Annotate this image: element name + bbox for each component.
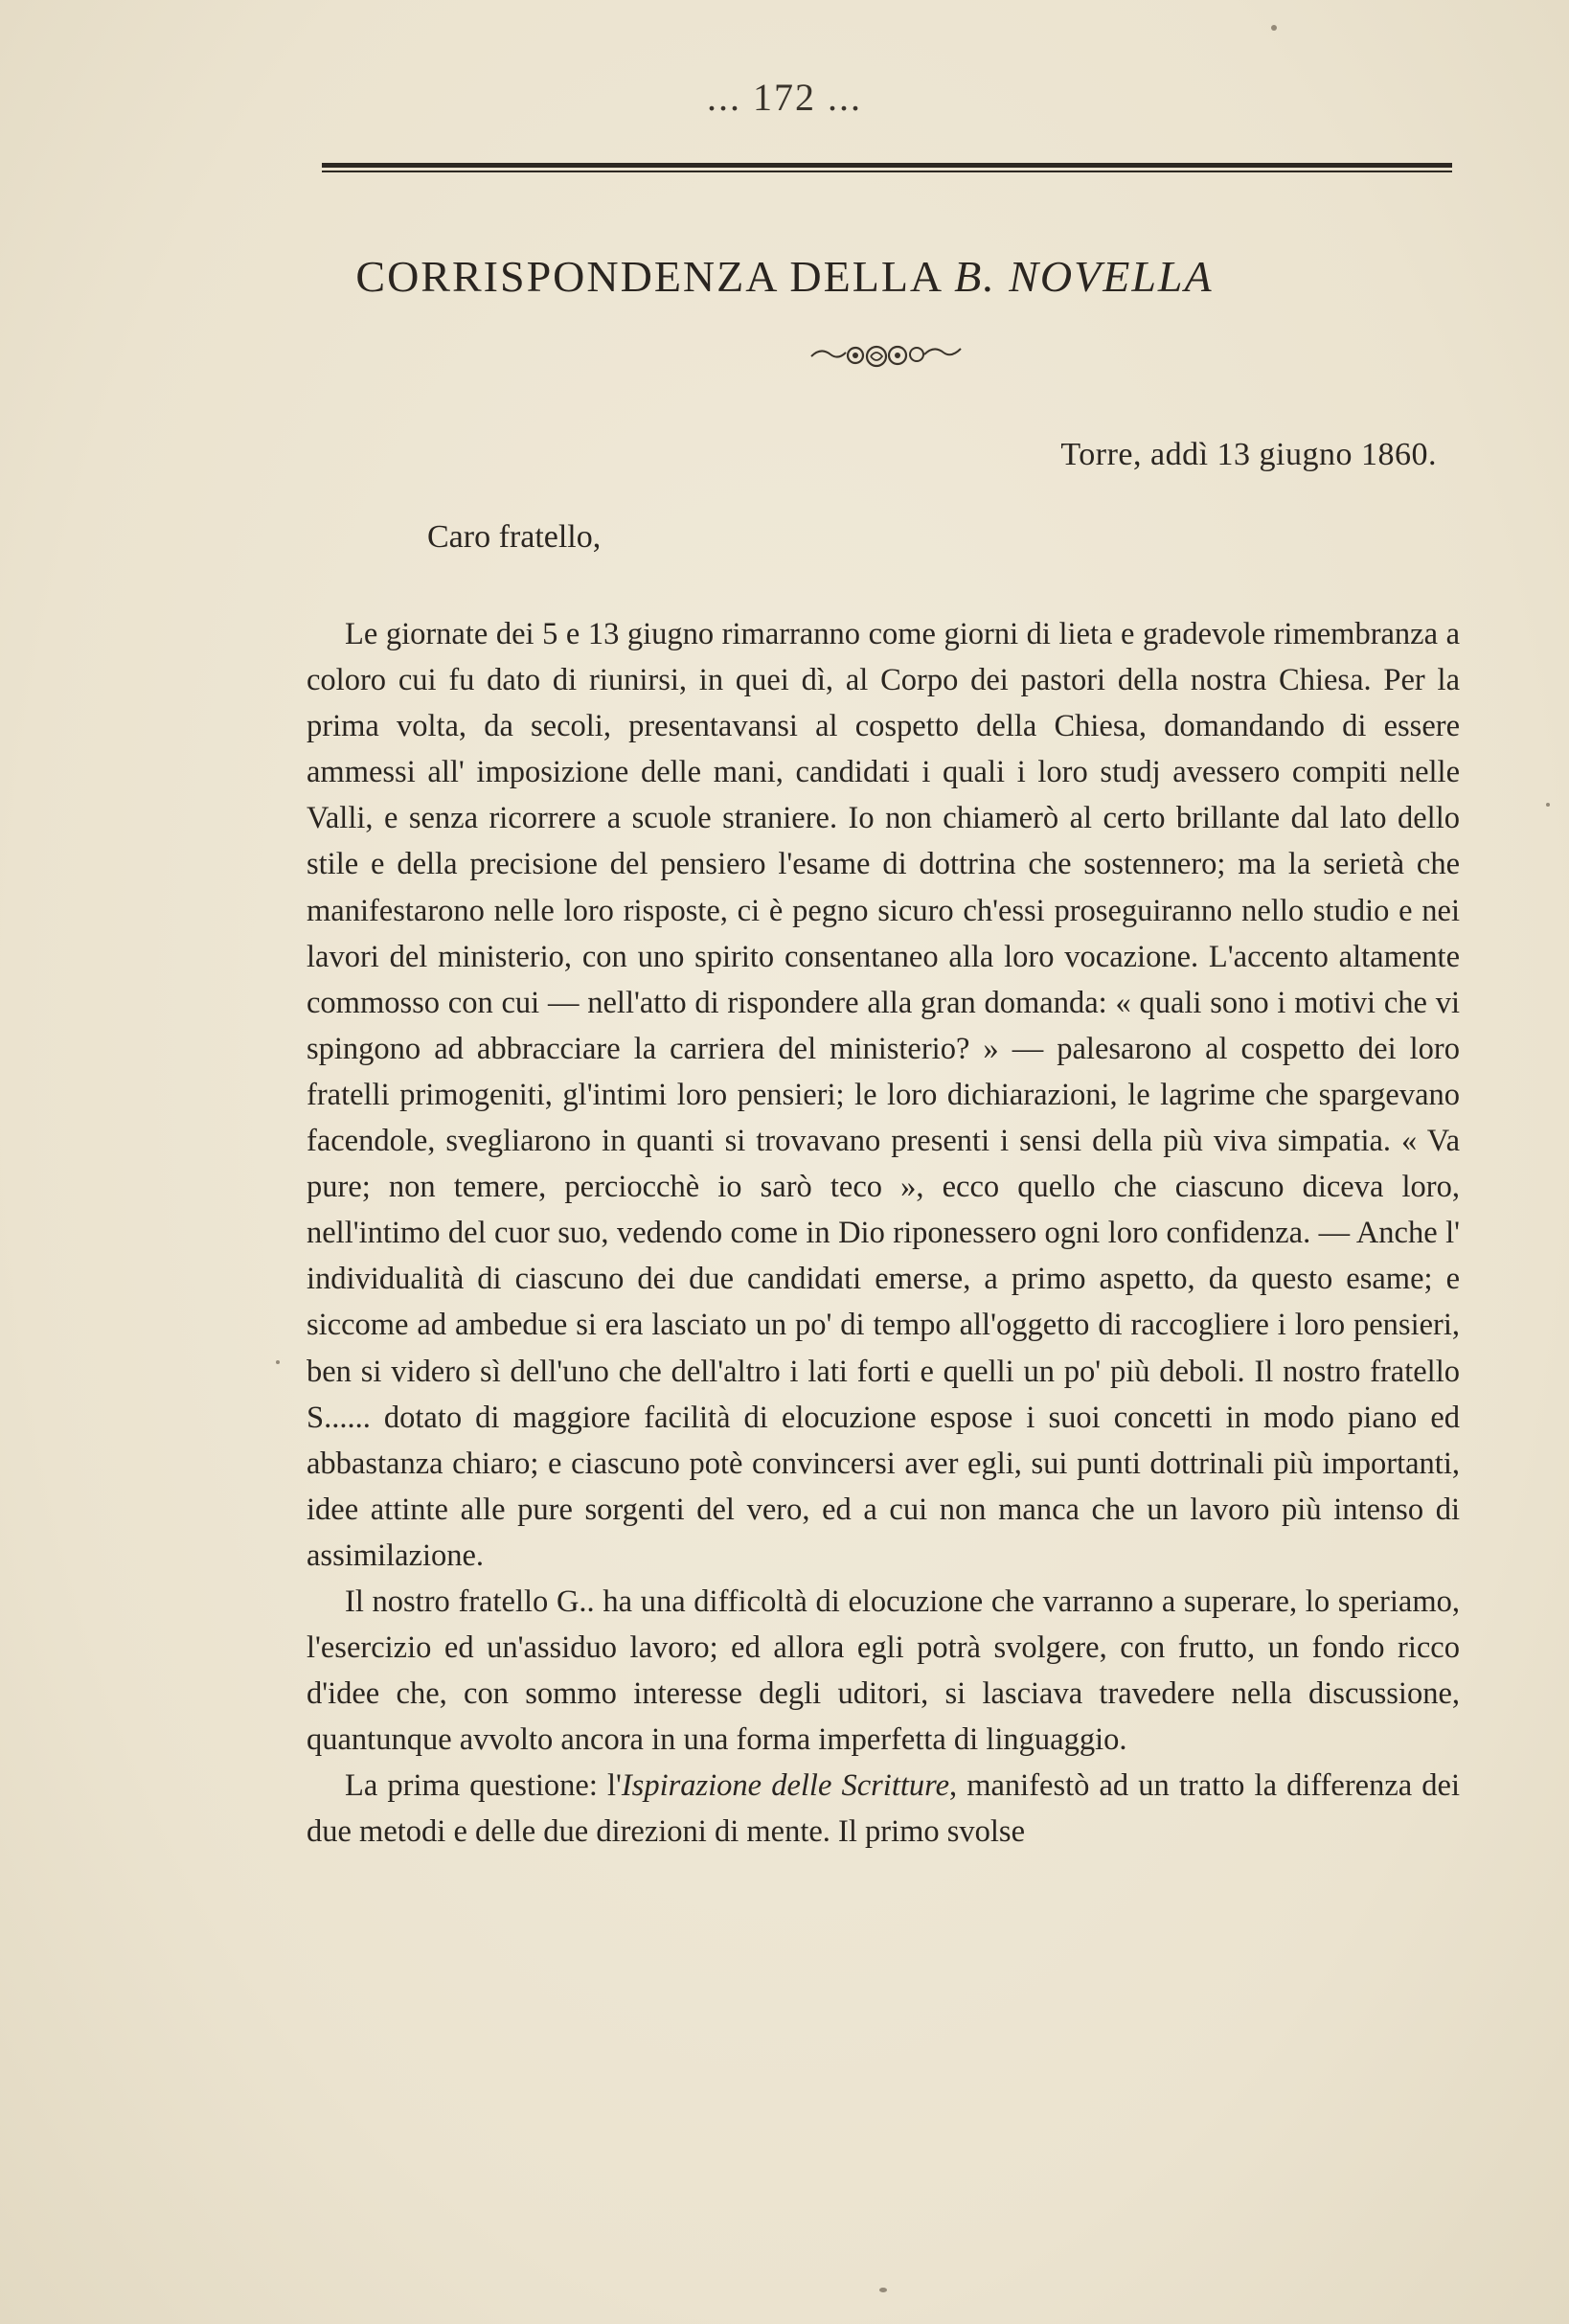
section-heading bbox=[0, 251, 1569, 302]
paragraph-2: Il nostro fratello G.. ha una difficoltà di elocuzione che varranno a superare, lo speriamo, l'esercizio ed un'assiduo lavoro; ed allora egli potrà svolgere, con frutto, un fondo ricco d'idee che, con sommo interesse degli uditori, si lasciava travedere nella discussione, quantunque avvolto ancora in una forma imperfetta di linguaggio. bbox=[307, 1584, 1460, 1758]
paper-speck bbox=[1546, 803, 1550, 807]
paper-speck bbox=[276, 1360, 280, 1364]
paper-speck bbox=[1271, 25, 1277, 31]
letter-dateline: Torre, addì 13 giugno 1860. bbox=[1060, 437, 1437, 472]
paragraph-3-pre: La prima questione: l' bbox=[345, 1768, 622, 1804]
paragraph-3-post: , manifestò ad un tratto la differenza dei due metodi e delle due direzioni di mente. Il primo svolse bbox=[307, 1768, 1460, 1850]
header-rule-thick bbox=[322, 163, 1452, 168]
section-heading-plain: CORRISPONDENZA DELLA bbox=[355, 252, 955, 301]
paragraph-1: Le giornate dei 5 e 13 giugno rimarranno come giorni di lieta e gradevole rimembranza a coloro cui fu dato di riunirsi, in quei dì, al Corpo dei pastori della nostra Chiesa. Per la prima volta, da secoli, presentavansi al cospetto della Chiesa, domandando di essere ammessi all' imposizione delle mani, candidati i quali i loro studj avessero compiti nelle Valli, e senza ricorrere a scuole straniere. Io non chiamerò al certo brillante dal lato dello stile e della precisione del pensiero l'esame di dottrina che sostennero; ma la serietà che manifestarono nelle loro risposte, ci è pegno sicuro ch'essi proseguiranno nello studio e nei lavori del ministerio, con uno spirito consentaneo alla loro vocazione. L'accento altamente commosso con cui — nell'atto di rispondere alla gran domanda: « quali sono i motivi che vi spingono ad abbracciare la carriera del ministerio? » — palesarono al cospetto dei loro fratelli primogeniti, gl'intimi loro pensieri; le loro dichiarazioni, le lagrime che spargevano facendole, svegliarono in quanti si trovavano presenti i sensi della più viva simpatia. « Va pure; non temere, perciocchè io sarò teco », ecco quello che ciascuno diceva loro, nell'intimo del cuor suo, vedendo come in Dio riponessero ogni loro confidenza. — Anche l' individualità di ciascuno dei due candidati emerse, a primo aspetto, da questo esame; e siccome ad ambedue si era lasciato un po' di tempo all'oggetto di raccogliere i loro pensieri, ben si videro sì dell'uno che dell'altro i lati forti e quelli un po' più deboli. Il nostro fratello S...... dotato di maggiore facilità di elocuzione espose i suoi concetti in modo piano ed abbastanza chiaro; e ciascuno potè convincersi aver egli, sui punti dottrinali più importanti, idee attinte alle pure sorgenti del vero, ed a cui non manca che un lavoro più intenso di assimilazione. bbox=[307, 617, 1460, 1573]
page-number: ... 172 ... bbox=[707, 76, 862, 119]
header-rule bbox=[322, 163, 1452, 174]
letter-salutation: Caro fratello, bbox=[427, 519, 602, 555]
header-rule-thin bbox=[322, 171, 1452, 172]
paragraph-3 bbox=[307, 1763, 1460, 1855]
paper-speck bbox=[879, 2288, 887, 2292]
letter-body bbox=[307, 611, 1460, 1856]
section-heading-italic: B. NOVELLA bbox=[954, 252, 1214, 301]
paragraph-3-italic: Ispirazione delle Scritture bbox=[621, 1768, 949, 1804]
decorative-flourish-icon bbox=[809, 341, 963, 370]
